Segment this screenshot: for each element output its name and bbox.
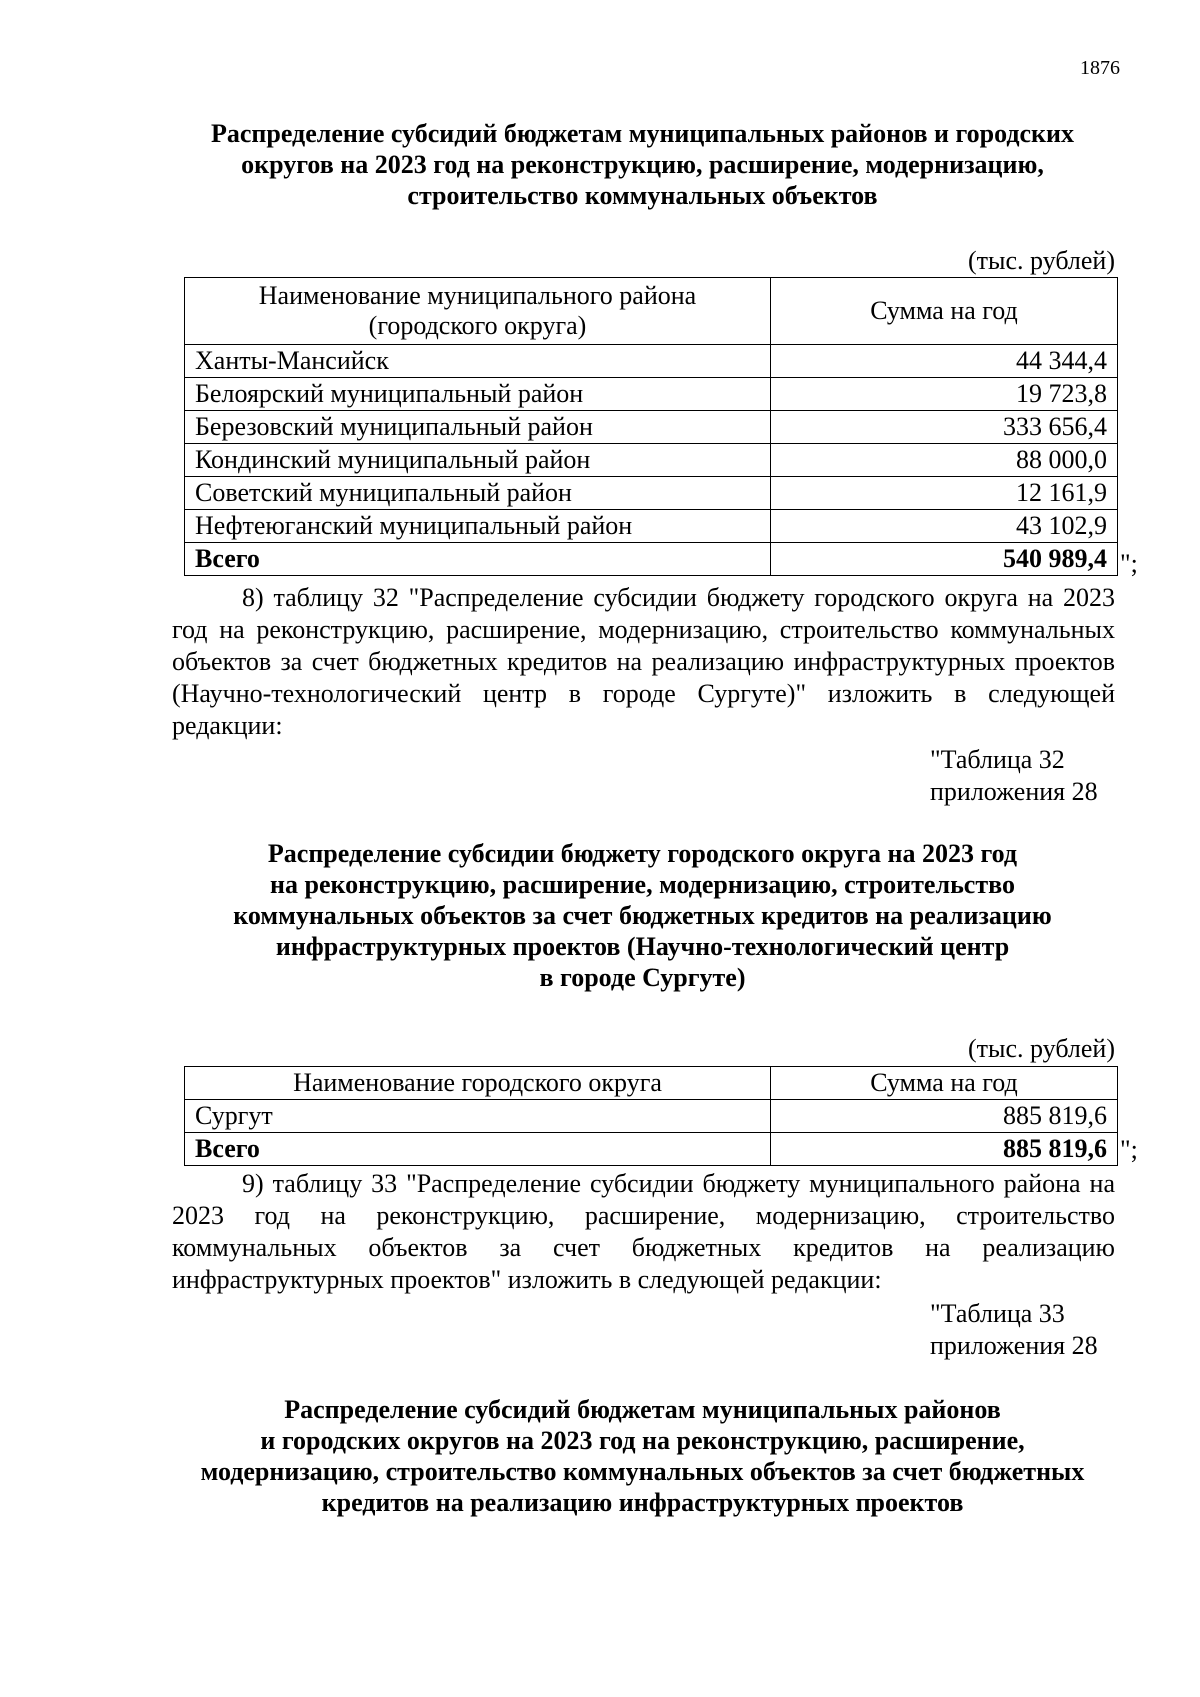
row-amount: 885 819,6 bbox=[771, 1100, 1118, 1133]
section2-title bbox=[150, 838, 1135, 993]
row-amount: 19 723,8 bbox=[771, 378, 1118, 411]
total-label: Всего bbox=[185, 543, 771, 576]
title-line: кредитов на реализацию инфраструктурных проектов bbox=[321, 1488, 964, 1517]
title-line: и городских округов на 2023 год на реконструкцию, расширение, bbox=[260, 1426, 1025, 1455]
row-name: Советский муниципальный район bbox=[185, 477, 771, 510]
paragraph-9 bbox=[172, 1168, 1115, 1296]
total-label: Всего bbox=[185, 1133, 771, 1166]
title-line: Распределение субсидий бюджетам муниципальных районов и городских bbox=[210, 119, 1075, 148]
section2-closing-mark: "; bbox=[1120, 1135, 1138, 1164]
table-row bbox=[185, 1100, 1118, 1133]
row-amount: 333 656,4 bbox=[771, 411, 1118, 444]
table-row bbox=[185, 510, 1118, 543]
ref-line2: приложения 28 bbox=[930, 777, 1098, 806]
header-name-line1: Наименование муниципального района bbox=[258, 281, 697, 310]
row-name: Березовский муниципальный район bbox=[185, 411, 771, 444]
row-amount: 43 102,9 bbox=[771, 510, 1118, 543]
section2-table bbox=[184, 1066, 1118, 1166]
table-33-reference bbox=[930, 1298, 1098, 1362]
section1-closing-mark: "; bbox=[1120, 549, 1138, 578]
ref-line1: "Таблица 33 bbox=[930, 1299, 1065, 1328]
table-32-reference bbox=[930, 744, 1098, 808]
paragraph-8 bbox=[172, 582, 1115, 742]
total-amount: 885 819,6 bbox=[771, 1133, 1118, 1166]
header-amount-cell: Сумма на год bbox=[771, 278, 1118, 345]
table-total-row bbox=[185, 543, 1118, 576]
header-name-cell bbox=[185, 278, 771, 345]
ref-line1: "Таблица 32 bbox=[930, 745, 1065, 774]
row-amount: 12 161,9 bbox=[771, 477, 1118, 510]
table-header-row bbox=[185, 278, 1118, 345]
row-amount: 44 344,4 bbox=[771, 345, 1118, 378]
title-line: инфраструктурных проектов (Научно-технологический центр bbox=[275, 932, 1010, 961]
section1-title bbox=[150, 118, 1135, 211]
table-row bbox=[185, 444, 1118, 477]
page-number: 1876 bbox=[1080, 57, 1120, 79]
header-name-cell: Наименование городского округа bbox=[185, 1067, 771, 1100]
table-total-row bbox=[185, 1133, 1118, 1166]
title-line: коммунальных объектов за счет бюджетных кредитов на реализацию bbox=[233, 901, 1052, 930]
title-line: строительство коммунальных объектов bbox=[407, 181, 878, 210]
ref-line2: приложения 28 bbox=[930, 1331, 1098, 1360]
title-line: в городе Сургуте) bbox=[539, 963, 746, 992]
paragraph-8-text: 8) таблицу 32 "Распределение субсидии бюджету городского округа на 2023 год на реконструкцию, расширение, модернизацию, строительство коммунальных объектов за счет бюджетных кредитов на реализацию инфраструктурных проектов (Научно-технологический центр в городе Сургуте)" изложить в следующей редакции: bbox=[172, 583, 1115, 740]
row-amount: 88 000,0 bbox=[771, 444, 1118, 477]
section3-title bbox=[150, 1394, 1135, 1518]
section1-unit: (тыс. рублей) bbox=[967, 246, 1115, 275]
row-name: Сургут bbox=[185, 1100, 771, 1133]
title-line: на реконструкцию, расширение, модернизацию, строительство bbox=[270, 870, 1015, 899]
title-line: Распределение субсидий бюджетам муниципальных районов bbox=[284, 1395, 1001, 1424]
table-row bbox=[185, 378, 1118, 411]
header-amount-cell: Сумма на год bbox=[771, 1067, 1118, 1100]
table-row bbox=[185, 477, 1118, 510]
paragraph-9-text: 9) таблицу 33 "Распределение субсидии бюджету муниципального района на 2023 год на реконструкцию, расширение, модернизацию, строительство коммунальных объектов за счет бюджетных кредитов на реализацию инфраструктурных проектов" изложить в следующей редакции: bbox=[172, 1169, 1115, 1294]
row-name: Кондинский муниципальный район bbox=[185, 444, 771, 477]
section2-unit: (тыс. рублей) bbox=[967, 1034, 1115, 1063]
table-header-row bbox=[185, 1067, 1118, 1100]
table-row bbox=[185, 345, 1118, 378]
section1-table bbox=[184, 277, 1118, 576]
title-line: Распределение субсидии бюджету городского округа на 2023 год bbox=[267, 839, 1018, 868]
header-name-line2: (городского округа) bbox=[368, 311, 587, 340]
row-name: Ханты-Мансийск bbox=[185, 345, 771, 378]
row-name: Нефтеюганский муниципальный район bbox=[185, 510, 771, 543]
title-line: модернизацию, строительство коммунальных объектов за счет бюджетных bbox=[200, 1457, 1085, 1486]
title-line: округов на 2023 год на реконструкцию, расширение, модернизацию, bbox=[241, 150, 1044, 179]
row-name: Белоярский муниципальный район bbox=[185, 378, 771, 411]
total-amount: 540 989,4 bbox=[771, 543, 1118, 576]
table-row bbox=[185, 411, 1118, 444]
